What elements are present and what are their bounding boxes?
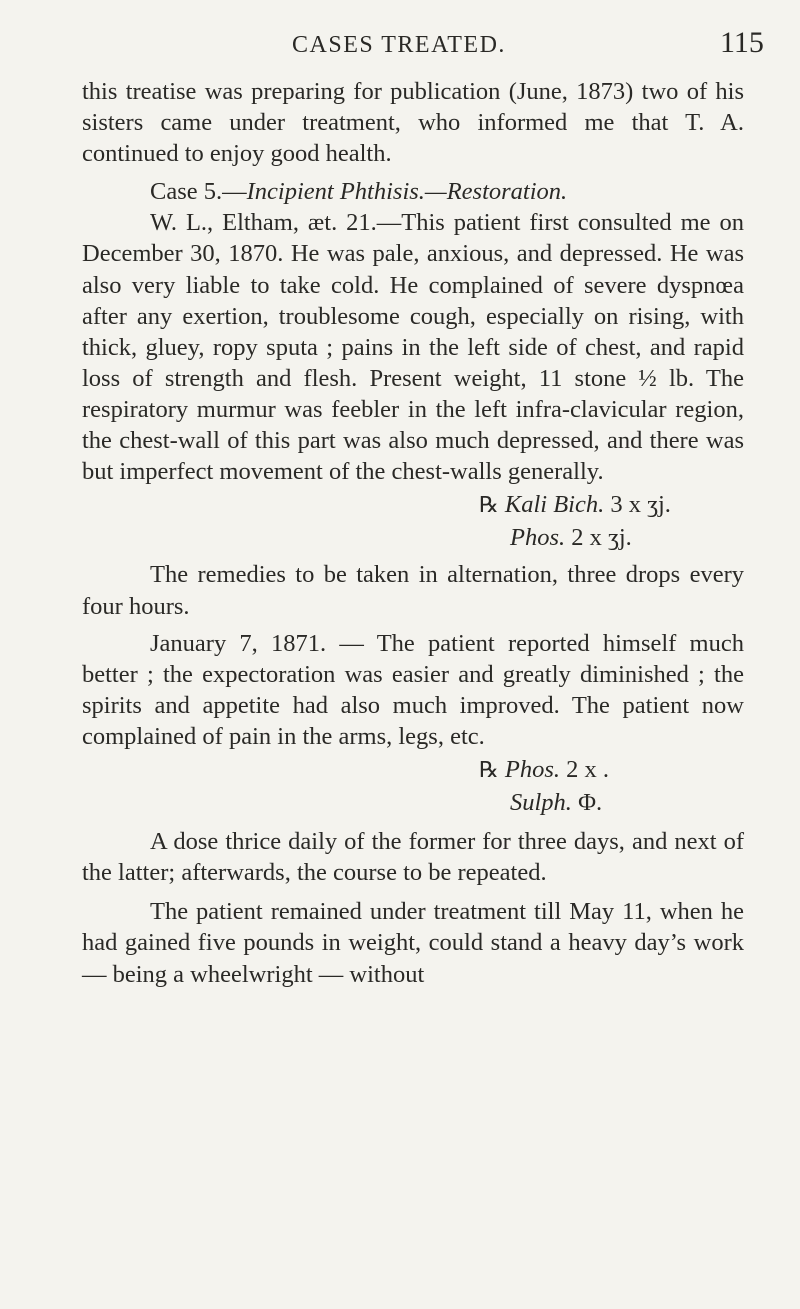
paragraph-dosage: A dose thrice daily of the former for three days, and next of the latter; afterwards, the course to be repeated. [82, 828, 744, 887]
paragraph-outcome: The patient remained under treatment till May 11, when he had gained five pounds in weight, could stand a heavy day’s work — being a wheelwright — without [82, 898, 744, 988]
paragraph-continuation: this treatise was preparing for publication (June, 1873) two of his sisters came under treatment, who informed me that T. A. continued to enjoy good health. [82, 78, 744, 168]
drug-name: Phos. [510, 524, 566, 552]
drug-dose: 2 x . [566, 755, 609, 783]
paragraph-remedies: The remedies to be taken in alternation, three drops every four hours. [82, 561, 744, 620]
rx-symbol: ℞ [479, 492, 499, 518]
drug-name: Phos. [504, 755, 560, 783]
running-head: CASES TREATED. [292, 32, 506, 58]
page-number: 115 [720, 26, 764, 59]
case-title: Incipient Phthisis.—Restoration. [246, 178, 568, 206]
prescription-line-2 [82, 522, 744, 553]
page-body [82, 76, 744, 990]
case-heading [82, 176, 744, 207]
prescription-line-1 [82, 489, 744, 520]
prescription-line-3 [82, 754, 744, 785]
drug-dose: 2 x ʒj. [571, 524, 632, 552]
prescription-line-4 [82, 787, 744, 818]
drug-name: Sulph. [510, 789, 572, 817]
paragraph-case-history: W. L., Eltham, æt. 21.—This patient first consulted me on December 30, 1870. He was pale, anxious, and depressed. He was also very liable to take cold. He complained of severe dyspnœa after any exertion, troublesome cough, especially on rising, with thick, gluey, ropy sputa ; pains in the left side of chest, and rapid loss of strength and flesh. Present weight, 11 stone ½ lb. The respiratory murmur was feebler in the left infra-clavicular region, the chest-wall of this part was also much depressed, and there was but imperfect movement of the chest-walls generally. [82, 209, 744, 486]
drug-dose: 3 x ʒj. [610, 491, 671, 519]
case-label: Case 5.— [150, 178, 247, 206]
page-header [0, 26, 800, 72]
rx-symbol: ℞ [479, 756, 499, 782]
drug-name: Kali Bich. [504, 491, 605, 519]
drug-dose: Φ. [578, 789, 603, 817]
paragraph-followup: January 7, 1871. — The patient reported himself much better ; the expectoration was easier and greatly diminished ; the spirits and appetite had also much improved. The patient now complained of pain in the arms, legs, etc. [82, 629, 744, 750]
